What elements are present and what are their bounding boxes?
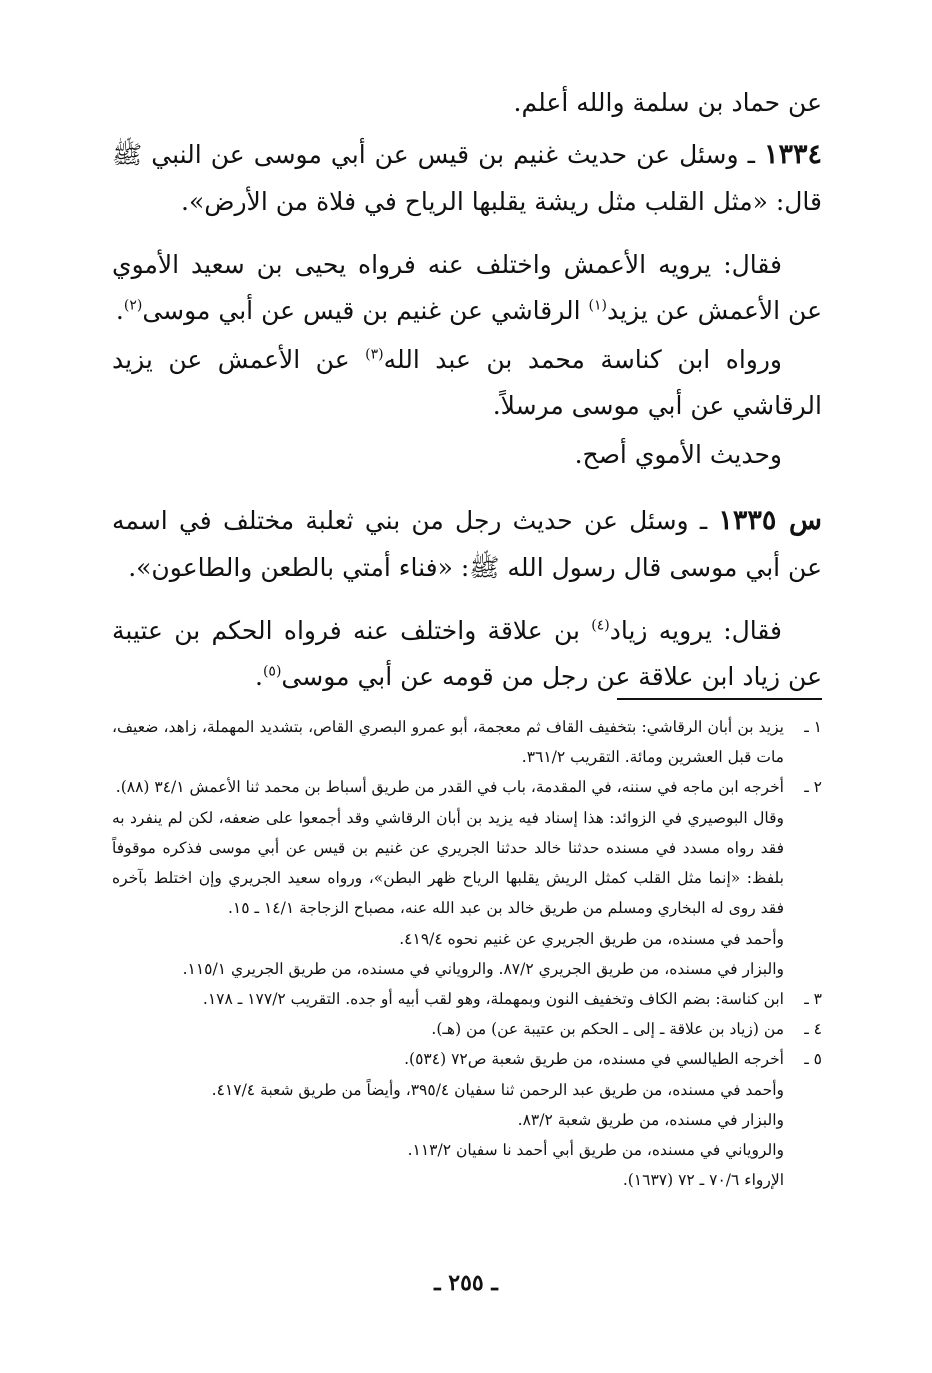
footnote-3 [112,984,822,1014]
footnote-line: من (زياد بن علاقة ـ إلى ـ الحكم بن عتيبة عن) من (هـ). [431,1020,784,1039]
footnote-line: والروياني في مسنده، من طريق أبي أحمد نا سفيان ١١٣/٢. [407,1141,784,1160]
main-text [112,80,822,703]
question-1335 [112,496,822,591]
answer-1334-part-b: الرقاشي عن غنيم بن قيس عن أبي موسى [142,295,589,325]
opening-text: عن حماد بن سلمة والله أعلم. [513,88,822,117]
question-number-1334: ١٣٣٤ [763,138,822,170]
narration-1334-part-b: عن الأعمش عن يزيد الرقاشي عن أبي موسى مرسلاً. [112,345,822,420]
footnote-separator [617,698,822,700]
footnote-line: وأحمد في مسنده، من طريق عبد الرحمن ثنا سفيان ٣٩٥/٤، وأيضاً من طريق شعبة ٤١٧/٤. [211,1080,784,1099]
footnote-number: ٣ ـ [804,989,822,1008]
question-number-1335: ١٣٣٥ [718,504,777,536]
judgement-1334-text: وحديث الأموي أصح. [574,440,782,470]
footnote-number: ٢ ـ [804,778,822,797]
footnote-line: وقال البوصيري في الزوائد: هذا إسناد فيه يزيد بن أبان الرقاشي وقد أجمعوا على ضعفه، لكن لم ينفرد به فقد رواه مسدد في مسنده حدثنا خالد حدثنا الجريري عن غنيم بن قيس عن أبي موسى فذكره موقوفاً بلفظ: «إنما مثل القلب كمثل الريش يقلبها الرياح ظهر البطن»، ورواه سعيد الجريري وإن اختلط بآخره فقد روى له البخاري ومسلم من طريق خالد بن عبد الله عنه، مصباح الزجاجة ١٤/١ ـ ١٥. [112,808,784,918]
footnote-4 [112,1014,822,1044]
question-prefix-1335: س [776,504,823,536]
footnote-line: ابن كناسة: بضم الكاف وتخفيف النون وبمهملة، وهو لقب أبيه أو جده. التقريب ١٧٧/٢ ـ ١٧٨. [202,989,784,1008]
answer-1335-part-c: . [254,661,263,691]
question-text-1334: ـ وسئل عن حديث غنيم بن قيس عن أبي موسى عن النبي ﷺ قال: «مثل القلب مثل ريشة يقلبها الرياح في فلاة من الأرض». [112,139,822,216]
answer-1334 [112,242,822,333]
question-text-1335: ـ وسئل عن حديث رجل من بني ثعلبة مختلف في اسمه عن أبي موسى قال رسول الله ﷺ: «فناء أمتي بالطعن والطاعون». [112,505,822,582]
footnote-ref-1[interactable]: (١) [588,297,607,314]
answer-1335 [112,608,822,699]
footnote-2 [112,772,822,984]
narration-1334 [112,337,822,428]
footnote-number: ١ ـ [804,718,822,736]
footnote-line: والبزار في مسنده، من طريق شعبة ٨٣/٢. [517,1110,784,1129]
narration-1334-part-a: ورواه ابن كناسة محمد بن عبد الله [383,345,782,375]
answer-1335-part-b: بن علاقة واختلف عنه فرواه الحكم بن عتيبة عن زياد ابن علاقة عن رجل من قومه عن أبي موسى [112,616,822,691]
footnotes [112,712,822,1196]
footnote-ref-3[interactable]: (٣) [365,346,384,363]
footnote-line: أخرجه الطيالسي في مسنده، من طريق شعبة ص٧٢ (٥٣٤). [404,1050,784,1069]
footnote-1 [112,712,822,772]
footnote-line: وأحمد في مسنده، من طريق الجريري عن غنيم نحوه ٤١٩/٤. [399,929,784,948]
footnote-line: يزيد بن أبان الرقاشي: بتخفيف القاف ثم معجمة، أبو عمرو البصري القاص، بتشديد المهملة، زاهد، ضعيف، مات قبل العشرين ومائة. التقريب ٣٦١/٢. [112,718,784,767]
paragraph-opening [112,80,822,126]
answer-1334-part-a: فقال: يرويه الأعمش واختلف عنه فرواه يحيى بن سعيد الأموي عن الأعمش عن يزيد [112,250,822,325]
footnote-ref-5[interactable]: (٥) [262,663,282,680]
footnote-ref-4[interactable]: (٤) [591,617,610,634]
footnote-line: أخرجه ابن ماجه في سننه، في المقدمة، باب في القدر من طريق أسباط بن محمد ثنا الأعمش ٣٤/١ (٨٨). [115,778,784,797]
footnote-number: ٤ ـ [804,1020,822,1039]
footnote-number: ٥ ـ [804,1050,822,1069]
footnote-line: والبزار في مسنده، من طريق الجريري ٨٧/٢. والروياني في مسنده، من طريق الجريري ١١٥/١. [182,959,784,978]
footnote-5 [112,1044,822,1195]
page-number: ـ ٢٥٥ ـ [434,1270,498,1296]
footnote-line: الإرواء ٧٠/٦ ـ ٧٢ (١٦٣٧). [622,1171,784,1190]
answer-1334-part-c: . [115,295,124,325]
question-1334 [112,130,822,225]
footnote-ref-2[interactable]: (٢) [123,297,143,314]
answer-1335-part-a: فقال: يرويه زياد [609,616,782,646]
judgement-1334 [112,432,822,478]
